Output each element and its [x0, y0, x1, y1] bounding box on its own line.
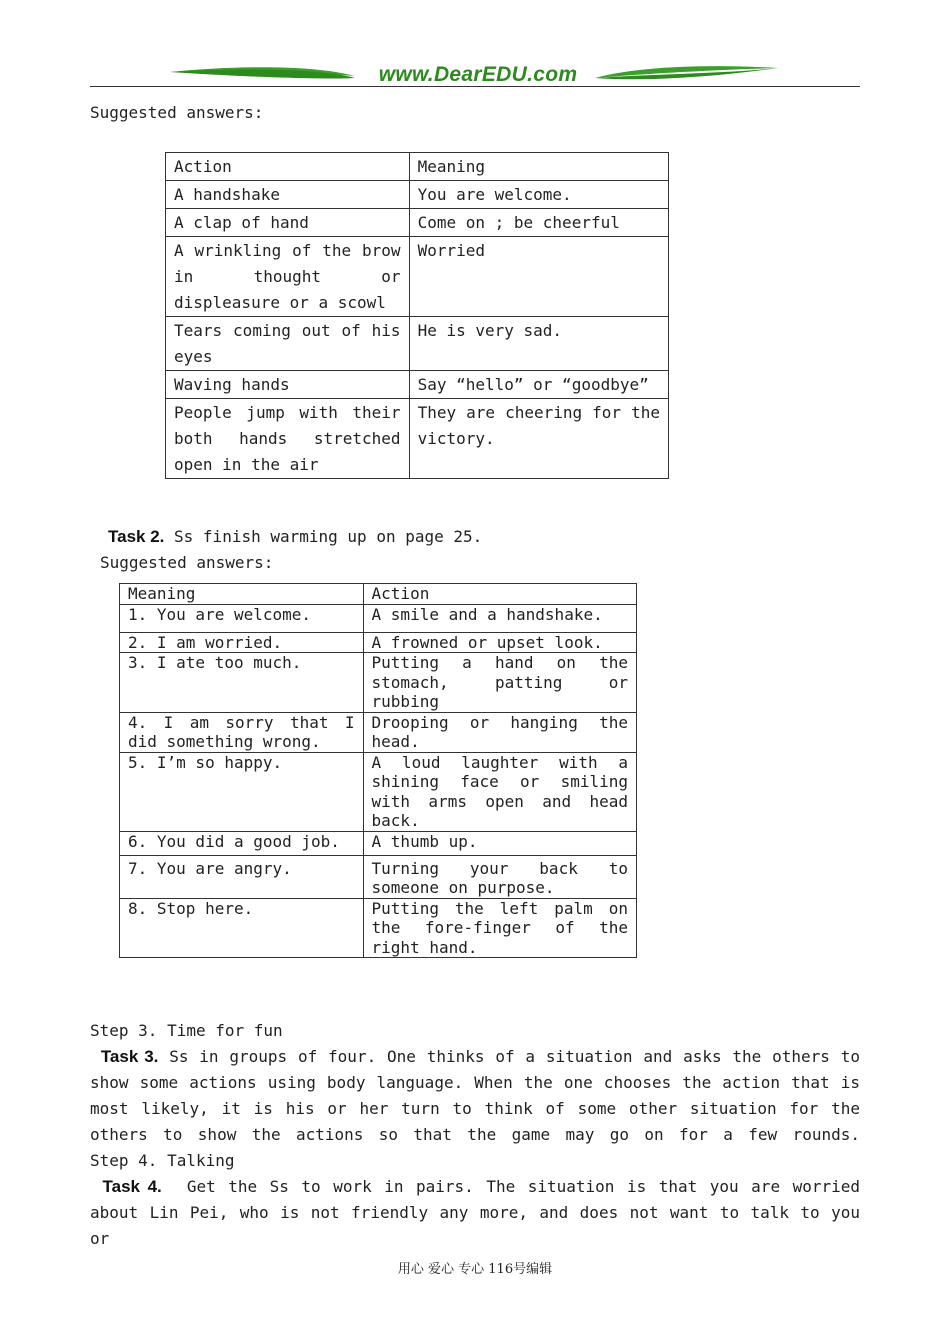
table-cell: 7. You are angry.	[120, 855, 364, 898]
table-cell: 2. I am worried.	[120, 632, 364, 653]
task-4-paragraph	[90, 1174, 860, 1252]
table-row	[166, 371, 669, 399]
table-row	[166, 181, 669, 209]
action-meaning-table	[165, 152, 669, 479]
table-cell: 6. You did a good job.	[120, 831, 364, 855]
table-cell: Come on ; be cheerful	[409, 209, 668, 237]
table-row	[120, 752, 637, 831]
table-cell: Worried	[409, 237, 668, 317]
table-cell: 4. I am sorry that I did something wrong.	[120, 712, 364, 752]
table-header-cell: Meaning	[409, 153, 668, 181]
table-row	[120, 604, 637, 632]
table-cell: He is very sad.	[409, 317, 668, 371]
table-cell: 5. I’m so happy.	[120, 752, 364, 831]
table-row	[120, 831, 637, 855]
table-row	[120, 712, 637, 752]
table-row	[166, 237, 669, 317]
suggested-answers-label-1: Suggested answers:	[90, 103, 264, 122]
table-row	[120, 632, 637, 653]
table-cell: 8. Stop here.	[120, 898, 364, 958]
task-3-label: Task 3.	[100, 1047, 159, 1066]
task-3-text: Ss in groups of four. One thinks of a situation and asks the others to show some actions using body language. When the one chooses the action that is most likely, it is his or her turn to think of some other situation for the others to show the actions so that the game may go on for a few rounds.	[90, 1047, 860, 1144]
header-rule	[90, 86, 860, 87]
table-row	[120, 855, 637, 898]
task-4-text: Get the Ss to work in pairs. The situation is that you are worried about Lin Pei, who is not friendly any more, and does not want to talk to you or	[90, 1177, 861, 1248]
task-3-paragraph	[90, 1044, 860, 1148]
table-cell: A thumb up.	[363, 831, 636, 855]
table-header-cell: Action	[166, 153, 410, 181]
table-cell: A frowned or upset look.	[363, 632, 636, 653]
suggested-answers-label-2: Suggested answers:	[100, 553, 274, 572]
table-cell: You are welcome.	[409, 181, 668, 209]
site-logo-text: www.DearEDU.com	[378, 63, 578, 86]
table-cell: 3. I ate too much.	[120, 653, 364, 713]
task-2-line	[108, 524, 482, 550]
step-4-heading: Step 4. Talking	[90, 1151, 235, 1170]
table-header-cell: Meaning	[120, 584, 364, 605]
table-cell: Tears coming out of his eyes	[166, 317, 410, 371]
table-row	[120, 653, 637, 713]
table-cell: Drooping or hanging the head.	[363, 712, 636, 752]
table-row	[120, 898, 637, 958]
task-2-label: Task 2.	[108, 527, 165, 546]
table-cell: Putting a hand on the stomach, patting or rubbing	[363, 653, 636, 713]
table-cell: 1. You are welcome.	[120, 604, 364, 632]
table-cell: Putting the left palm on the fore-finger of the right hand.	[363, 898, 636, 958]
task-2-text: Ss finish warming up on page 25.	[164, 527, 483, 546]
table-cell: A loud laughter with a shining face or smiling with arms open and head back.	[363, 752, 636, 831]
table-cell: People jump with their both hands stretched open in the air	[166, 399, 410, 479]
task-4-label: Task 4.	[102, 1177, 162, 1196]
table-header-cell: Action	[363, 584, 636, 605]
page-footer: 用心 爱心 专心 116号编辑	[397, 1262, 553, 1277]
table-cell: A handshake	[166, 181, 410, 209]
table-row	[166, 317, 669, 371]
table-cell: A smile and a handshake.	[363, 604, 636, 632]
step-3-heading: Step 3. Time for fun	[90, 1021, 283, 1040]
table-header-row	[120, 584, 637, 605]
table-cell: A clap of hand	[166, 209, 410, 237]
meaning-action-table	[119, 583, 637, 958]
table-cell: Turning your back to someone on purpose.	[363, 855, 636, 898]
table-row	[166, 399, 669, 479]
table-cell: A wrinkling of the brow in thought or displeasure or a scowl	[166, 237, 410, 317]
table-cell: Waving hands	[166, 371, 410, 399]
table-header-row	[166, 153, 669, 181]
table-cell: They are cheering for the victory.	[409, 399, 668, 479]
table-cell: Say “hello” or “goodbye”	[409, 371, 668, 399]
table-row	[166, 209, 669, 237]
